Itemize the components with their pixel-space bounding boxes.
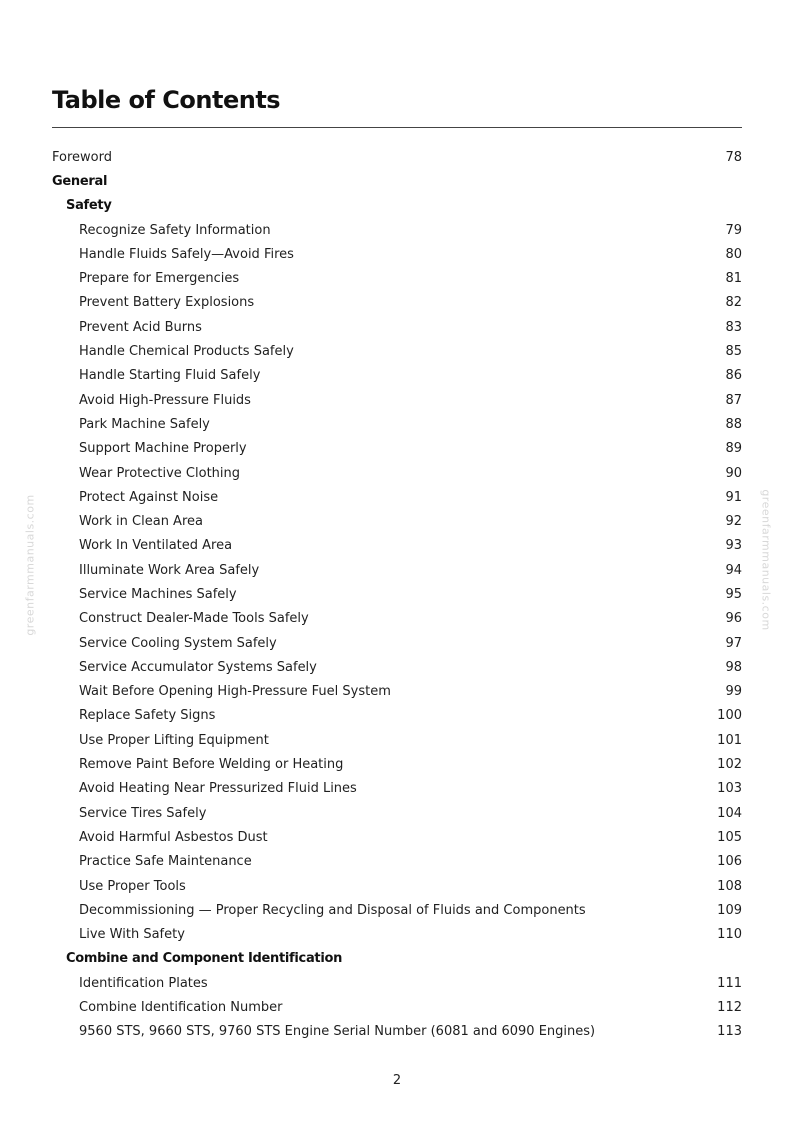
toc-entry-label: Decommissioning — Proper Recycling and Disposal of Fluids and Components [79,902,586,918]
toc-entry-page: 95 [725,586,742,602]
toc-entry-page: 109 [717,902,742,918]
toc-entry-label: Wait Before Opening High-Pressure Fuel System [79,684,391,700]
toc-section-heading [52,947,742,971]
toc-entry-page: 78 [725,149,742,165]
toc-entry-label: Work In Ventilated Area [79,538,233,554]
toc-entry-page: 113 [717,1024,742,1040]
toc-entry-page: 101 [717,732,742,748]
toc-entry[interactable] [52,145,742,169]
toc-section-heading [52,194,742,218]
toc-entry-label: Avoid Heating Near Pressurized Fluid Lines [79,781,357,797]
toc-entry-page: 86 [725,368,742,384]
toc-entry-page: 93 [725,538,742,554]
toc-entry-label: Recognize Safety Information [79,222,271,238]
toc-entry[interactable] [52,437,742,461]
toc-entry[interactable] [52,582,742,606]
toc-entry-page: 92 [725,514,742,530]
toc-entry-page: 103 [717,781,742,797]
toc-entry-label: Service Machines Safely [79,586,237,602]
toc-entry[interactable] [52,291,742,315]
toc-entry-page: 81 [725,271,742,287]
toc-entry-label: Handle Fluids Safely—Avoid Fires [79,246,294,262]
toc-entry-label: General [52,173,108,189]
toc-entry[interactable] [52,631,742,655]
toc-entry-label: Use Proper Tools [79,878,186,894]
page-number: 2 [392,1073,402,1088]
toc-entry-page: 96 [725,611,742,627]
toc-entry-page: 87 [725,392,742,408]
toc-entry-label: Live With Safety [79,927,185,943]
toc-entry-label: Wear Protective Clothing [79,465,241,481]
toc-entry[interactable] [52,898,742,922]
toc-entry-label: Foreword [52,149,112,165]
toc-entry[interactable] [52,1020,742,1044]
toc-list [52,145,742,1044]
toc-entry[interactable] [52,485,742,509]
toc-entry[interactable] [52,995,742,1019]
toc-entry-page: 112 [717,1000,742,1016]
toc-entry-label: Prevent Acid Burns [79,319,202,335]
toc-entry[interactable] [52,242,742,266]
toc-entry[interactable] [52,534,742,558]
toc-entry-label: Use Proper Lifting Equipment [79,732,269,748]
page-title: Table of Contents [52,86,281,114]
title-divider [52,127,742,128]
toc-section-heading [52,169,742,193]
toc-entry-page: 110 [717,927,742,943]
toc-entry-page: 97 [725,635,742,651]
toc-entry[interactable] [52,874,742,898]
toc-entry[interactable] [52,412,742,436]
toc-entry-page: 106 [717,854,742,870]
toc-entry-label: Service Accumulator Systems Safely [79,659,317,675]
toc-entry-page: 99 [725,684,742,700]
toc-entry-label: Handle Chemical Products Safely [79,344,294,360]
toc-entry-label: Work in Clean Area [79,514,203,530]
toc-entry-label: Handle Starting Fluid Safely [79,368,261,384]
toc-entry-label: Practice Safe Maintenance [79,854,252,870]
toc-entry-label: Remove Paint Before Welding or Heating [79,757,344,773]
toc-entry[interactable] [52,971,742,995]
toc-entry[interactable] [52,558,742,582]
toc-entry[interactable] [52,388,742,412]
toc-entry-page: 102 [717,757,742,773]
toc-entry-label: 9560 STS, 9660 STS, 9760 STS Engine Serial Number (6081 and 6090 Engines) [79,1024,596,1040]
toc-entry-label: Combine and Component Identification [66,951,343,967]
toc-entry-label: Construct Dealer-Made Tools Safely [79,611,309,627]
toc-entry[interactable] [52,607,742,631]
toc-entry[interactable] [52,266,742,290]
toc-entry[interactable] [52,509,742,533]
toc-entry-page: 108 [717,878,742,894]
toc-entry-label: Service Cooling System Safely [79,635,277,651]
toc-entry[interactable] [52,655,742,679]
toc-entry-label: Park Machine Safely [79,416,210,432]
toc-entry-label: Illuminate Work Area Safely [79,562,260,578]
watermark-right: greenfarmmanuals.com [759,489,773,631]
toc-entry-page: 85 [725,344,742,360]
toc-entry-page: 98 [725,659,742,675]
toc-entry[interactable] [52,728,742,752]
toc-entry-page: 104 [717,805,742,821]
toc-entry-label: Combine Identification Number [79,1000,283,1016]
toc-entry[interactable] [52,218,742,242]
toc-entry-label: Support Machine Properly [79,441,247,457]
toc-entry[interactable] [52,825,742,849]
toc-entry-page: 90 [725,465,742,481]
toc-entry[interactable] [52,461,742,485]
toc-entry[interactable] [52,364,742,388]
toc-entry[interactable] [52,801,742,825]
toc-entry[interactable] [52,752,742,776]
toc-entry-label: Prevent Battery Explosions [79,295,255,311]
toc-entry-label: Protect Against Noise [79,489,219,505]
toc-entry-page: 88 [725,416,742,432]
toc-entry-label: Avoid Harmful Asbestos Dust [79,829,268,845]
toc-entry[interactable] [52,680,742,704]
toc-entry[interactable] [52,923,742,947]
toc-entry-page: 89 [725,441,742,457]
toc-entry-label: Prepare for Emergencies [79,271,240,287]
toc-entry-page: 94 [725,562,742,578]
toc-entry[interactable] [52,339,742,363]
toc-entry[interactable] [52,850,742,874]
toc-entry-page: 111 [717,975,742,991]
toc-entry-page: 100 [717,708,742,724]
toc-entry[interactable] [52,777,742,801]
toc-entry-page: 82 [725,295,742,311]
toc-entry-page: 91 [725,489,742,505]
toc-entry-label: Identification Plates [79,975,208,991]
toc-entry[interactable] [52,704,742,728]
toc-entry-label: Avoid High-Pressure Fluids [79,392,251,408]
toc-entry-page: 79 [725,222,742,238]
toc-entry-label: Replace Safety Signs [79,708,216,724]
toc-entry-label: Service Tires Safely [79,805,207,821]
toc-entry[interactable] [52,315,742,339]
toc-entry-label: Safety [66,198,112,214]
toc-entry-page: 80 [725,246,742,262]
toc-entry-page: 105 [717,829,742,845]
watermark-left: greenfarmmanuals.com [23,494,37,636]
toc-entry-page: 83 [725,319,742,335]
